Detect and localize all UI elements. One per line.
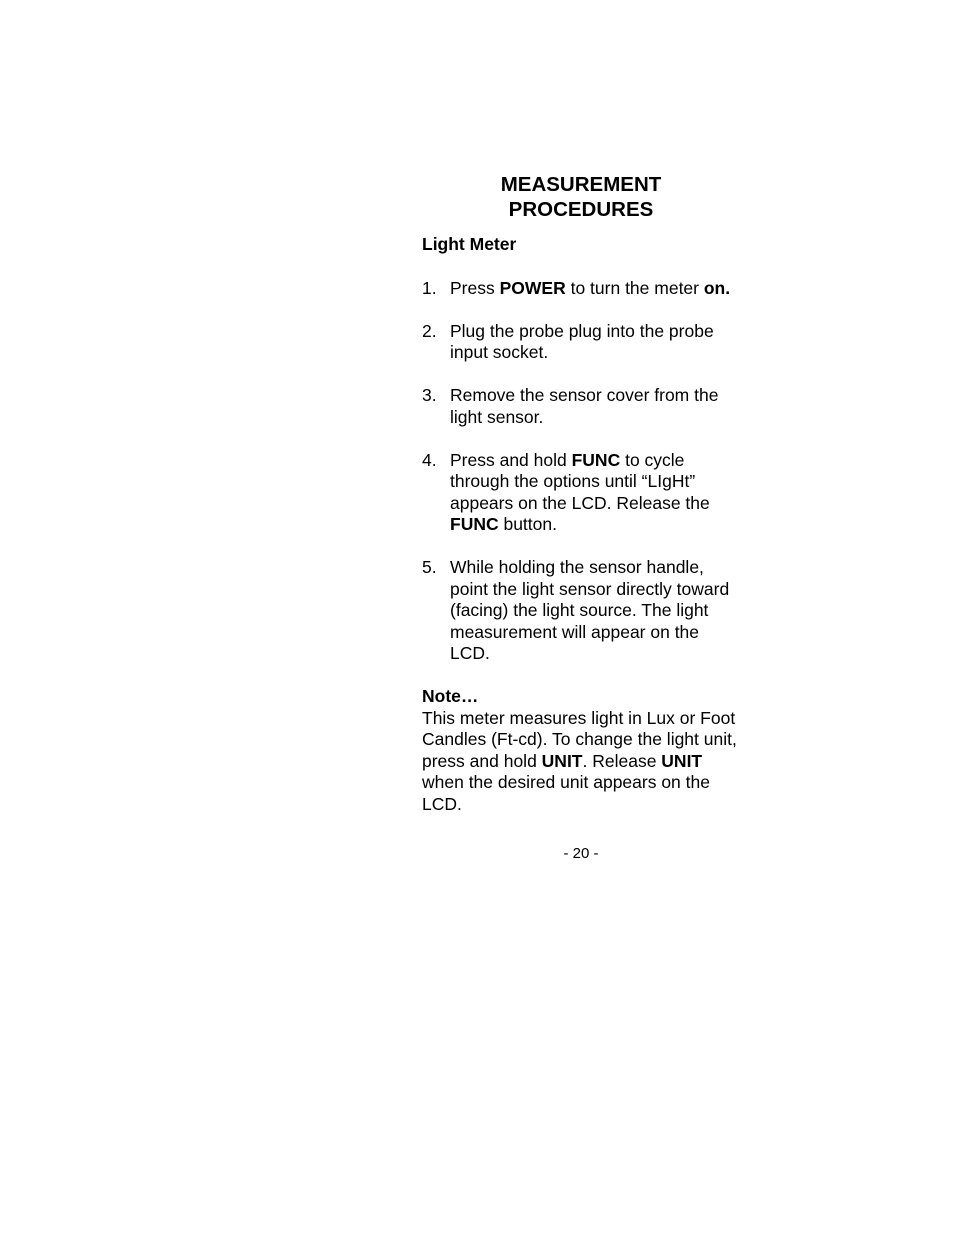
- note-keyword-unit: UNIT: [661, 750, 703, 771]
- step-keyword-func: FUNC: [571, 449, 621, 470]
- content-column: [422, 172, 740, 815]
- page-number: - 20 -: [563, 845, 599, 862]
- step-number: 2.: [422, 320, 437, 341]
- step-text-part: Press: [450, 277, 500, 298]
- step-text-part: to turn the meter: [565, 277, 704, 298]
- section-heading-light-meter: Light Meter: [422, 234, 517, 254]
- note-text-part: This meter measures light in Lux or Foot Candles (Ft-cd). To change the light unit, press and hold: [422, 707, 737, 771]
- note-keyword-unit: UNIT: [541, 750, 583, 771]
- step-3: [422, 385, 740, 428]
- step-keyword-on: on.: [703, 277, 731, 298]
- step-text: [450, 278, 740, 300]
- step-4: [422, 450, 740, 536]
- step-text: [450, 450, 740, 536]
- step-text: Remove the sensor cover from the light sensor.: [450, 385, 719, 427]
- step-text-part: to cycle through the options until “LIgHt” appears on the LCD. Release the: [450, 449, 710, 513]
- page-title-line-2: PROCEDURES: [508, 198, 654, 221]
- step-text: While holding the sensor handle, point the light sensor directly toward (facing) the light source. The light measurement will appear on the LCD.: [450, 557, 730, 663]
- procedure-steps: [422, 278, 740, 665]
- page-title: [422, 172, 740, 222]
- step-2: [422, 321, 740, 364]
- note-text-part: . Release: [582, 750, 662, 771]
- step-keyword-power: POWER: [499, 277, 566, 298]
- note-text-part: when the desired unit appears on the LCD.: [422, 772, 710, 814]
- step-number: 3.: [422, 385, 437, 405]
- step-1: [422, 278, 740, 300]
- page-title-line-1: MEASUREMENT: [500, 173, 662, 196]
- step-number: 5.: [422, 557, 437, 577]
- step-keyword-func: FUNC: [450, 514, 499, 534]
- step-number: 1.: [422, 277, 437, 298]
- note-heading: Note…: [422, 686, 479, 706]
- note-body: [422, 708, 740, 816]
- step-number: 4.: [422, 449, 437, 470]
- step-text: Plug the probe plug into the probe input socket.: [450, 320, 714, 362]
- step-text-part: Press and hold: [450, 449, 572, 470]
- step-5: [422, 557, 740, 665]
- step-text-part: button.: [498, 514, 557, 534]
